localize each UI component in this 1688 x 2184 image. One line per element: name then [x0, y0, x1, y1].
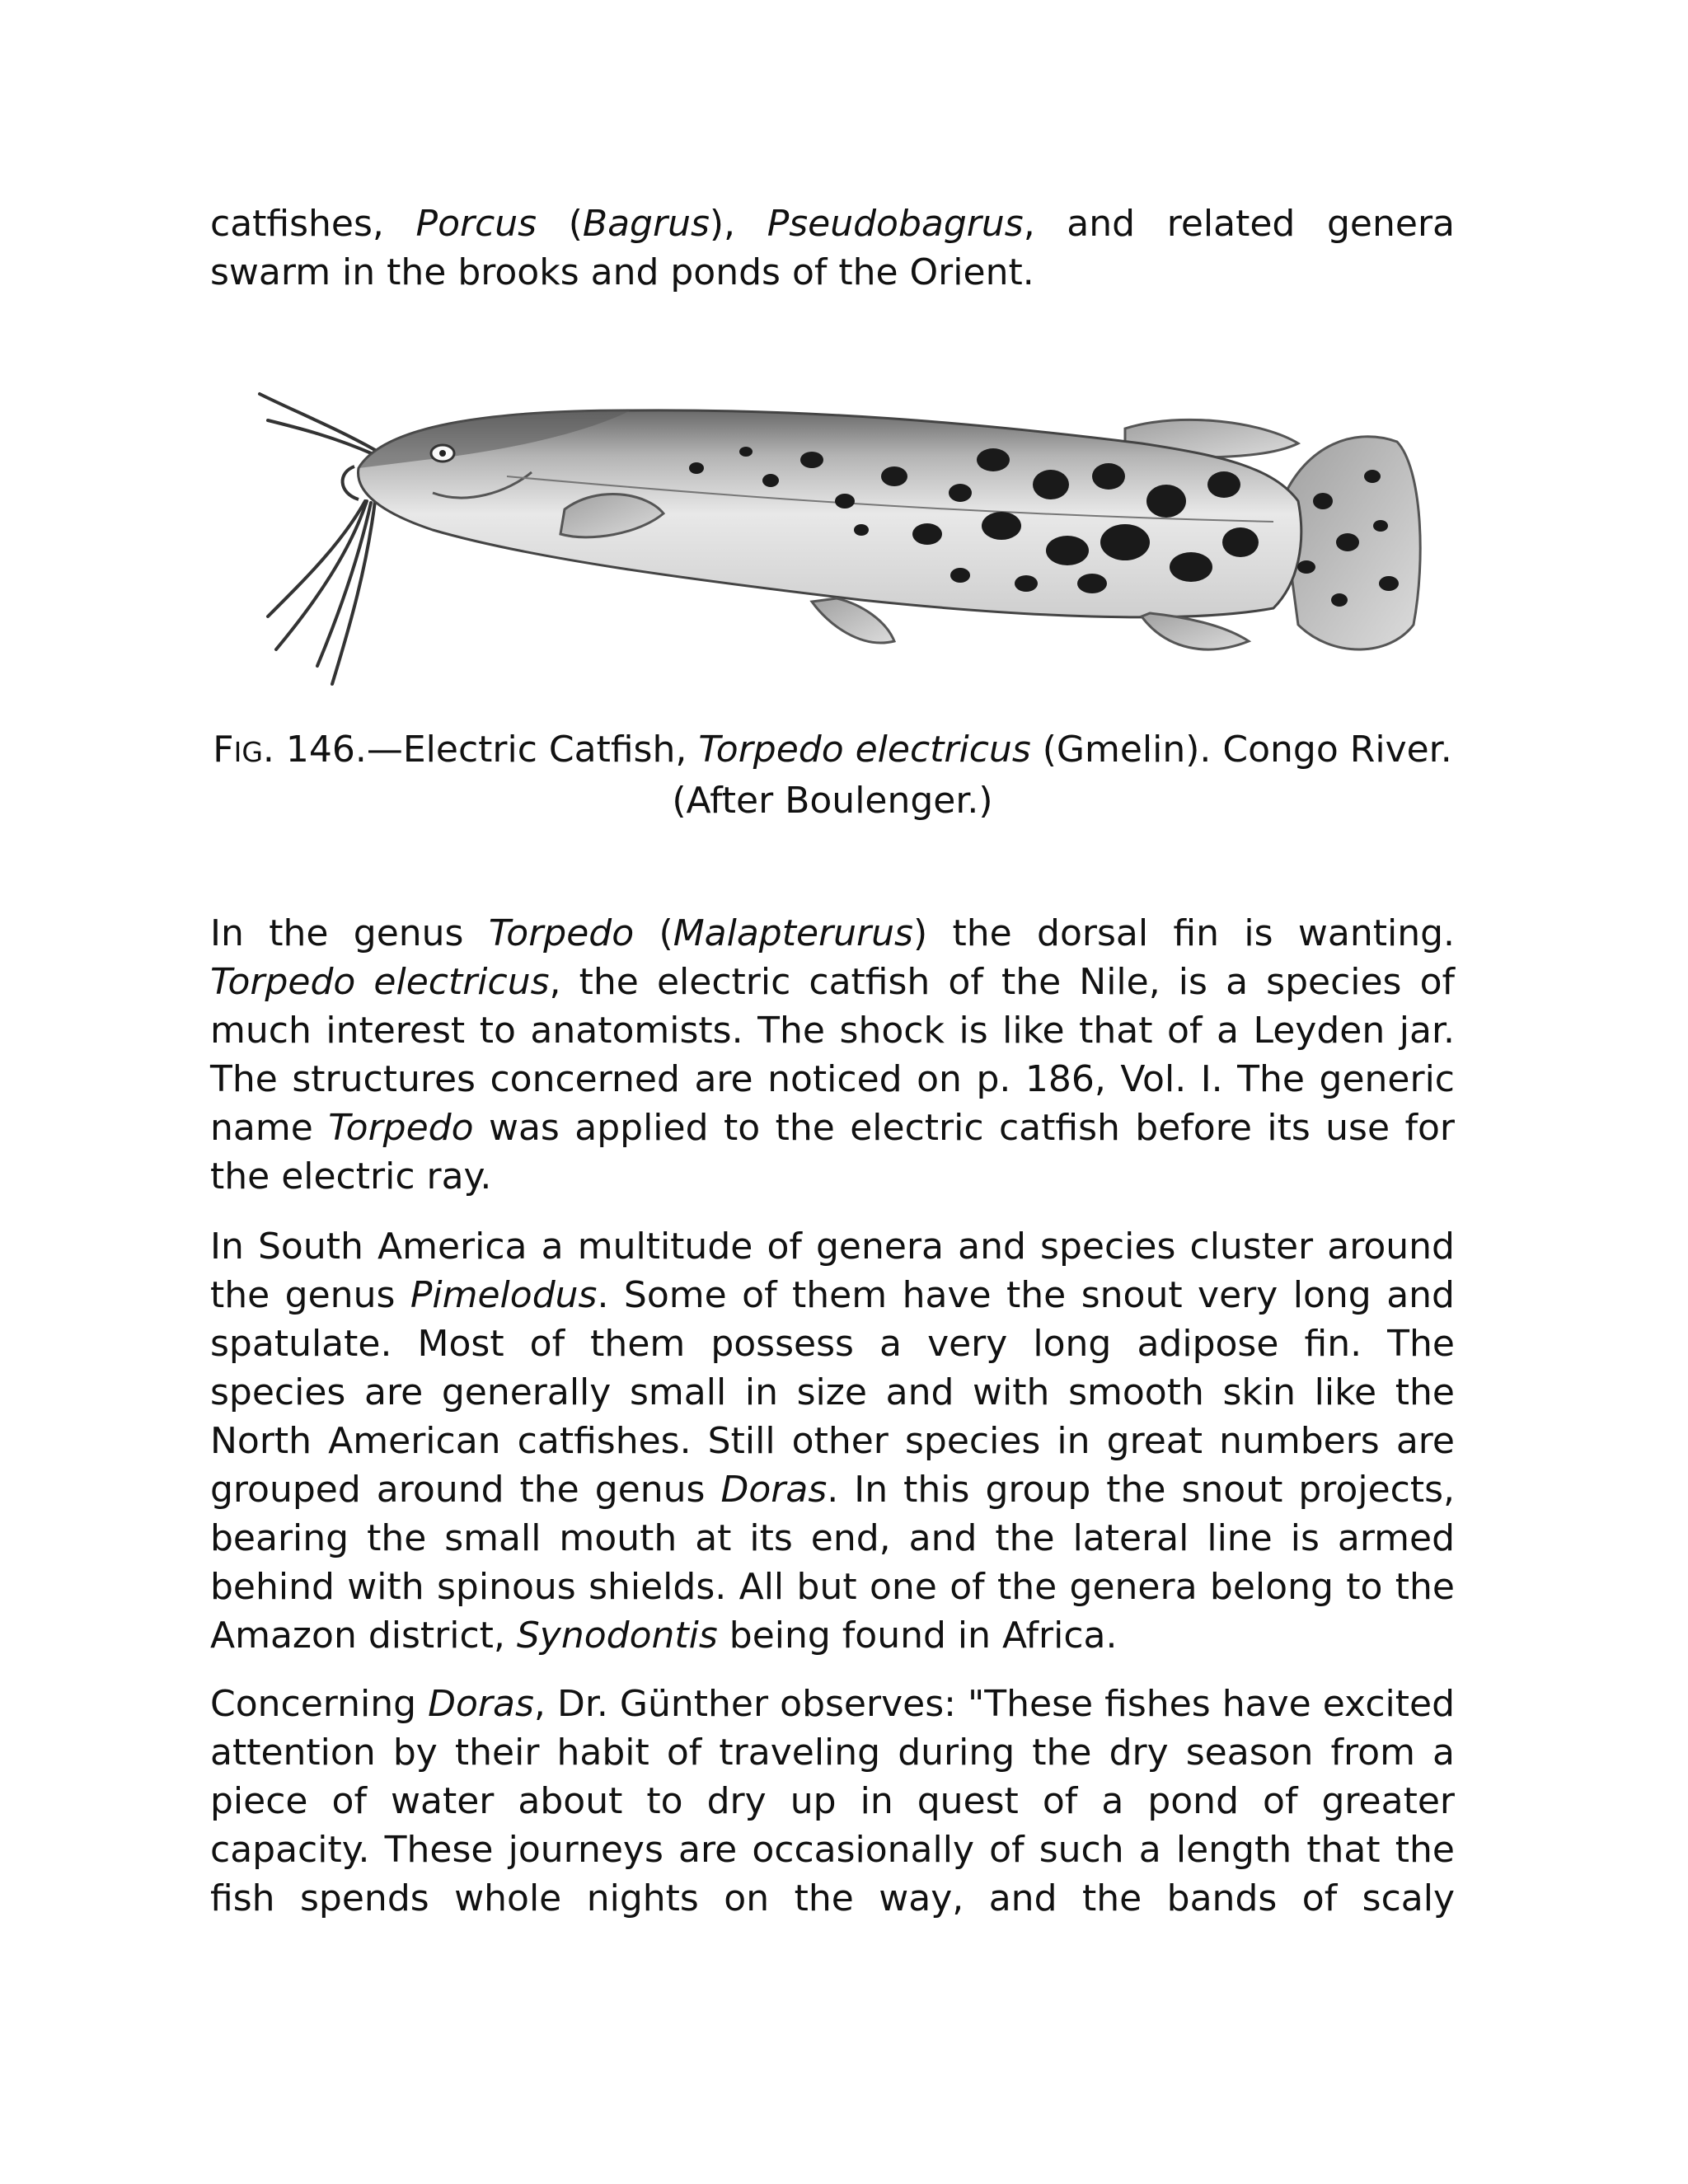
text-span: catfishes,: [210, 203, 416, 245]
text-span: (: [634, 912, 673, 954]
text-span: being found in Africa.: [717, 1615, 1118, 1657]
genus-name: Synodontis: [516, 1615, 718, 1657]
species-name: Torpedo electricus: [698, 729, 1031, 771]
genus-name: Malapterurus: [673, 912, 913, 954]
text-span: , Dr. Günther observes: "These fishes have excited attention by their habit of traveling during the dry season from a piece of water about to dry up in quest of a pond of greater capacity. These journeys are occasionally of such a length that the fish spends whole nights on the way, and the bands of scaly: [210, 1683, 1455, 1919]
genus-name: Pimelodus: [410, 1274, 598, 1316]
figure-caption: [210, 725, 1455, 825]
intro-paragraph: [210, 199, 1455, 297]
text-span: . In this group the snout projects, bearing the small mouth at its end, and the lateral line is armed behind with spinous shields. All but one of the genera belong to the Amazon district,: [210, 1469, 1455, 1657]
paragraph-doras: [210, 1680, 1455, 1923]
text-span: ),: [709, 203, 767, 245]
text-span: , and related genera swarm in the brooks and ponds of the Orient.: [210, 203, 1455, 293]
species-name: Torpedo electricus: [210, 961, 550, 1003]
text-span: In South America a multitude of genera and species cluster around the genus: [210, 1226, 1455, 1316]
text-span: ) the dorsal fin is wanting.: [912, 912, 1456, 954]
electric-catfish-illustration: [235, 377, 1430, 707]
caption-fig-initial: F: [213, 729, 234, 771]
text-span: , the electric catfish of the Nile, is a species of much interest to anatomists. The shock is like that of a Leyden jar. The structures concerned are noticed on p. 186, Vol. I. The generic name: [210, 961, 1455, 1149]
text-span: In the genus: [210, 912, 489, 954]
text-span: was applied to the electric catfish before its use for the electric ray.: [210, 1107, 1455, 1197]
genus-name: Porcus: [415, 203, 537, 245]
genus-name: Pseudobagrus: [767, 203, 1024, 245]
text-span: (Gmelin). Congo River. (After Boulenger.): [672, 729, 1452, 822]
text-span: Concerning: [210, 1683, 429, 1725]
paragraph-torpedo: [210, 909, 1455, 1201]
genus-name: Bagrus: [582, 203, 710, 245]
genus-name: Torpedo: [328, 1107, 474, 1149]
text-span: (: [537, 203, 583, 245]
text-span: . Some of them have the snout very long and spatulate. Most of them possess a very long adipose fin. The species are generally small in size and with smooth skin like the North American catfishes. Still other species in great numbers are grouped around the genus: [210, 1274, 1455, 1511]
genus-name: Doras: [720, 1469, 828, 1511]
text-span: . 146.—Electric Catfish,: [262, 729, 699, 771]
paragraph-south-america: [210, 1222, 1455, 1660]
genus-name: Torpedo: [488, 912, 635, 954]
genus-name: Doras: [428, 1683, 534, 1725]
caption-fig-smallcaps: IG: [233, 736, 263, 768]
